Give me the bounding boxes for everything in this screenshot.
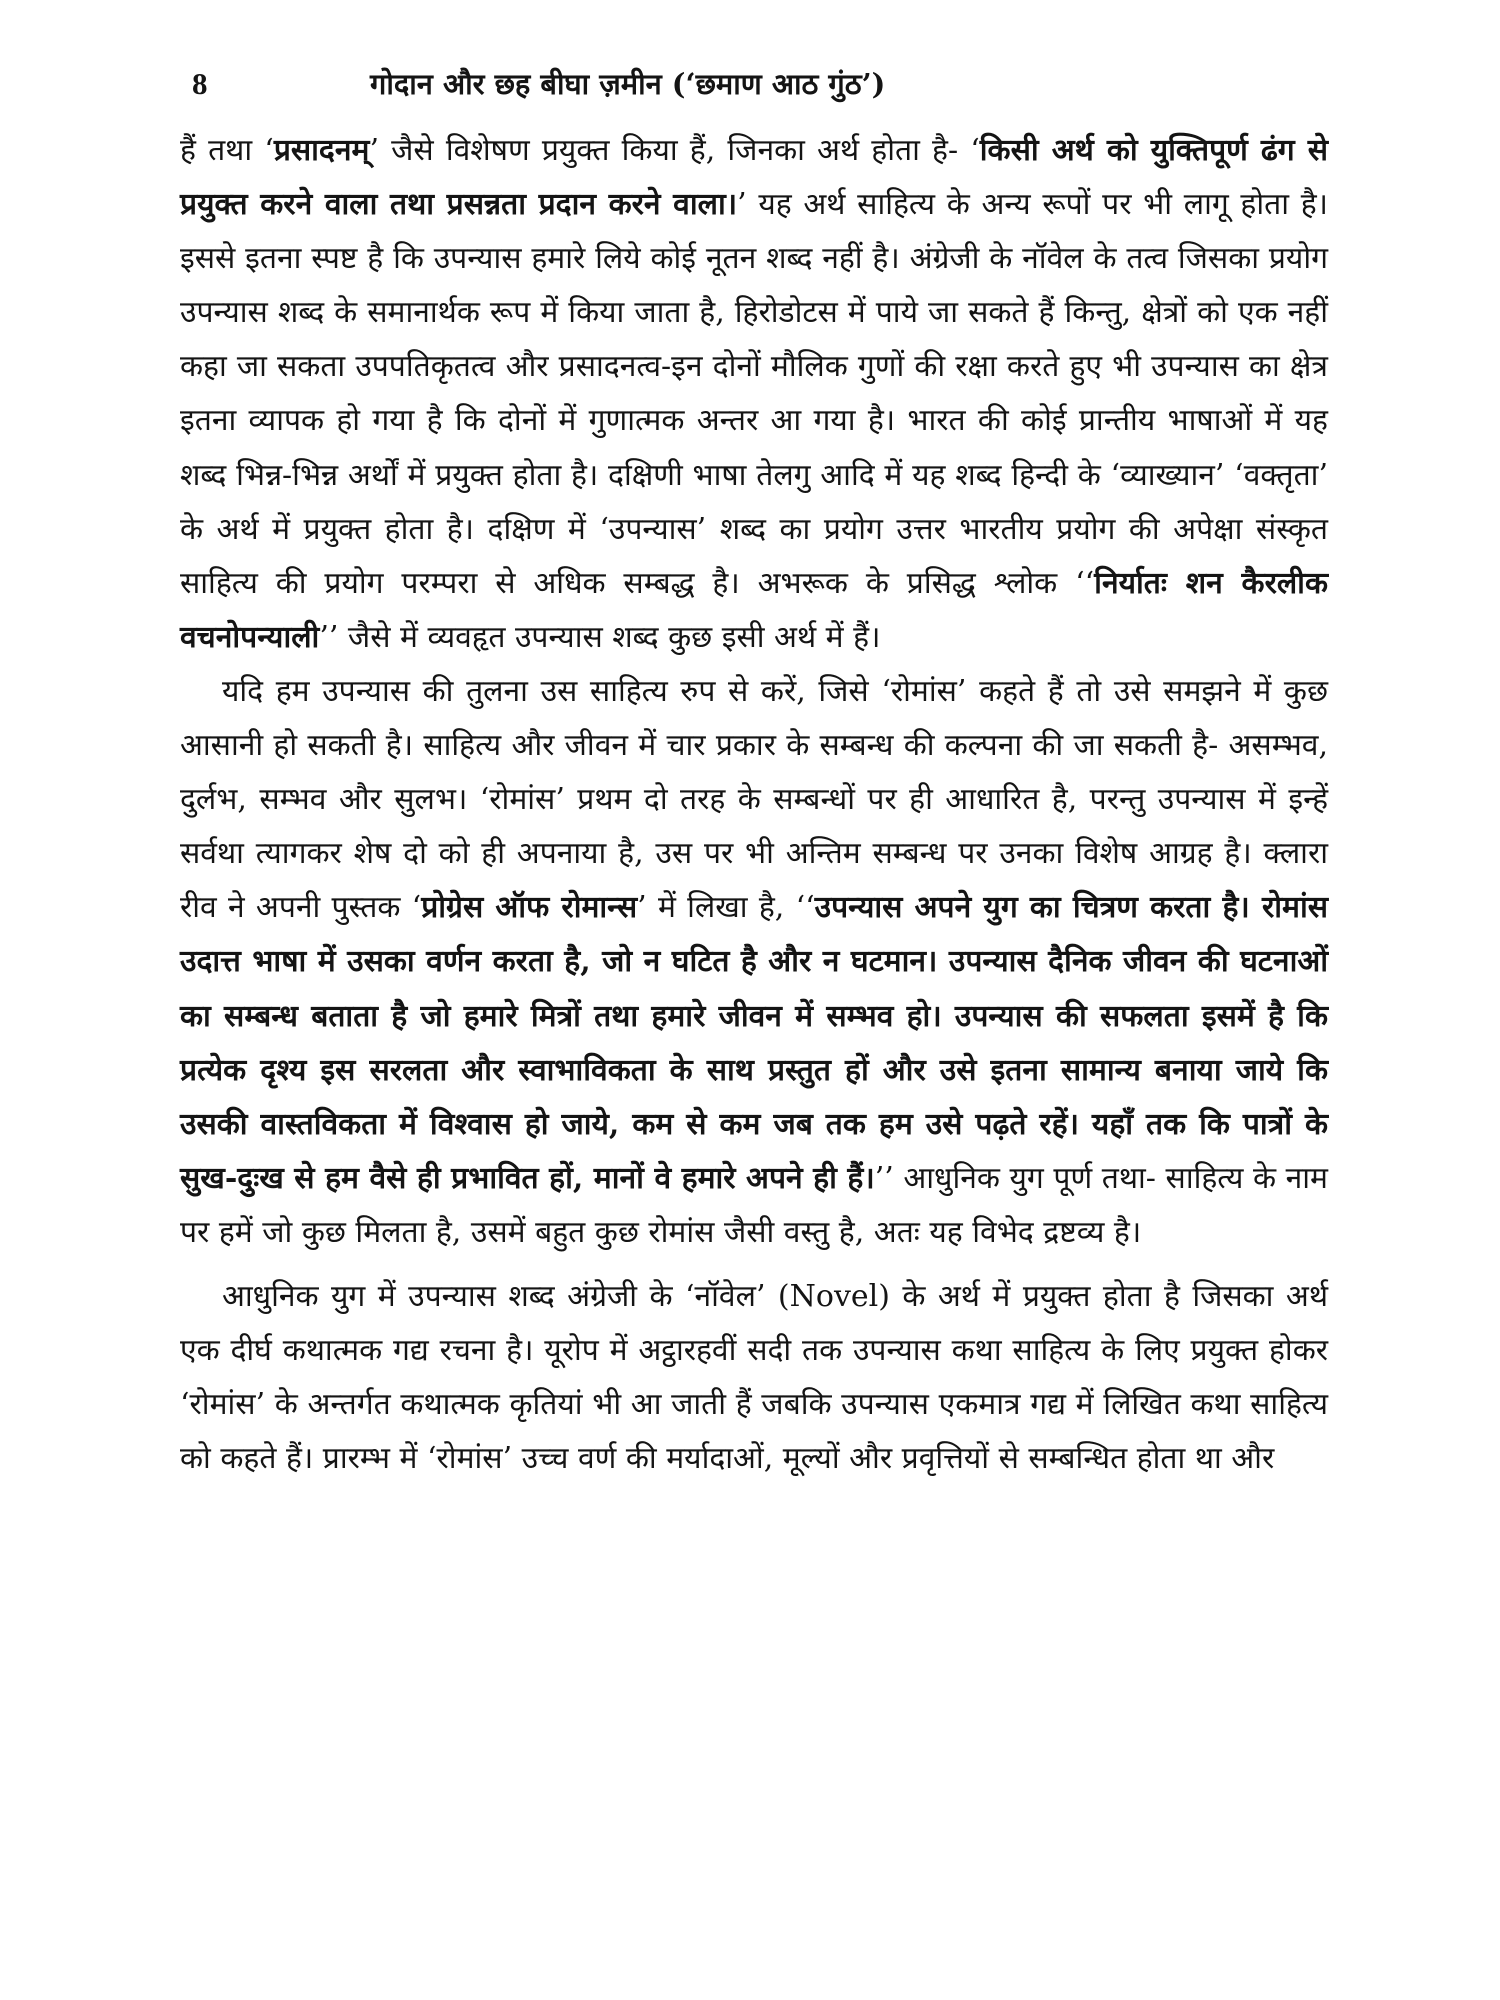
paragraph bbox=[180, 1270, 1328, 1486]
bold-quotation: उपन्यास अपने युग का चित्रण करता है। रोमांस उदात्त भाषा में उसका वर्णन करता है, जो न घटित है और न घटमान। उपन्यास दैनिक जीवन की घटनाओं का सम्बन्ध बताता है जो हमारे मित्रों तथा हमारे जीवन में सम्भव हो। उपन्यास की सफलता इसमें है कि प्रत्येक दृश्य इस सरलता और स्वाभाविकता के साथ प्रस्तुत हों और उसे इतना सामान्य बनाया जाये कि उसकी वास्तविकता में विश्वास हो जाये, कम से कम जब तक हम उसे पढ़ते रहें। यहाँ तक कि पात्रों के सुख-दुःख से हम वैसे ही प्रभावित हों, मानों वे हमारे अपने ही हैं। bbox=[180, 890, 1328, 1196]
paragraph bbox=[180, 665, 1328, 1260]
text-run: ’’ जैसे में व्यवहृत उपन्यास शब्द कुछ इसी अर्थ में हैं। bbox=[319, 619, 881, 655]
bold-book-title: प्रोग्रेस ऑफ रोमान्स bbox=[421, 890, 638, 926]
bold-term: प्रसादनम् bbox=[273, 133, 370, 168]
text-run: आधुनिक युग में उपन्यास शब्द अंग्रेजी के ‘नॉवेल’ (Novel) के अर्थ में प्रयुक्त होता है जिसका अर्थ एक दीर्घ कथात्मक गद्य रचना है। यूरोप में अट्ठारहवीं सदी तक उपन्यास कथा साहित्य के लिए प्रयुक्त होकर ‘रोमांस’ के अन्तर्गत कथात्मक कृतियां भी आ जाती हैं जबकि उपन्यास एकमात्र गद्य में लिखित कथा साहित्य को कहते हैं। प्रारम्भ में ‘रोमांस’ उच्च वर्ण की मर्यादाओं, मूल्यों और प्रवृत्तियों से सम्बन्धित होता था और bbox=[180, 1278, 1328, 1477]
text-run: ’ जैसे विशेषण प्रयुक्त किया हैं, जिनका अर्थ होता है- ‘ bbox=[369, 133, 980, 168]
bold-definition: किसी अर्थ को युक्तिपूर्ण ढंग से प्रयुक्त करने वाला तथा प्रसन्नता प्रदान करने वाला। bbox=[180, 133, 1328, 223]
text-run: यदि हम उपन्यास की तुलना उस साहित्य रुप से करें, जिसे ‘रोमांस’ कहते हैं तो उसे समझने में कुछ आसानी हो सकती है। साहित्य और जीवन में चार प्रकार के सम्बन्ध की कल्पना की जा सकती है- असम्भव, दुर्लभ, सम्भव और सुलभ। ‘रोमांस’ प्रथम दो तरह के सम्बन्धों पर ही आधारित है, परन्तु उपन्यास में इन्हें सर्वथा त्यागकर शेष दो को ही अपनाया है, उस पर भी अन्तिम सम्बन्ध पर उनका विशेष आग्रह है। क्लारा रीव ने अपनी पुस्तक ‘ bbox=[180, 673, 1328, 926]
text-run: ’ यह अर्थ साहित्य के अन्य रूपों पर भी लागू होता है। इससे इतना स्पष्ट है कि उपन्यास हमारे लिये कोई नूतन शब्द नहीं है। अंग्रेजी के नॉवेल के तत्व जिसका प्रयोग उपन्यास शब्द के समानार्थक रूप में किया जाता है, हिरोडोटस में पाये जा सकते हैं किन्तु, क्षेत्रों को एक नहीं कहा जा सकता उपपतिकृतत्व और प्रसादनत्व-इन दोनों मौलिक गुणों की रक्षा करते हुए भी उपन्यास का क्षेत्र इतना व्यापक हो गया है कि दोनों में गुणात्मक अन्तर आ गया है। भारत की कोई प्रान्तीय भाषाओं में यह शब्द भिन्न-भिन्न अर्थों में प्रयुक्त होता है। दक्षिणी भाषा तेलगु आदि में यह शब्द हिन्दी के ‘व्याख्यान’ ‘वक्तृता’ के अर्थ में प्रयुक्त होता है। दक्षिण में ‘उपन्यास’ शब्द का प्रयोग उत्तर भारतीय प्रयोग की अपेक्षा संस्कृत साहित्य की प्रयोग परम्परा से अधिक सम्बद्ध है। अभरूक के प्रसिद्ध श्लोक ‘‘ bbox=[180, 187, 1328, 601]
header-title: गोदान और छह बीघा ज़मीन (‘छमाण आठ गुंठ’) bbox=[370, 67, 886, 101]
text-run: हैं तथा ‘ bbox=[180, 133, 274, 168]
running-head bbox=[180, 58, 1328, 110]
paragraph bbox=[180, 124, 1328, 665]
page-number: 8 bbox=[192, 66, 208, 101]
bold-quotation: निर्यातः शन कैरलीक वचनोपन्याली bbox=[180, 565, 1328, 655]
text-run: ’’ आधुनिक युग पूर्ण तथा- साहित्य के नाम पर हमें जो कुछ मिलता है, उसमें बहुत कुछ रोमांस जैसी वस्तु है, अतः यह विभेद द्रष्टव्य है। bbox=[180, 1160, 1328, 1250]
text-run: ’ में लिखा है, ‘‘ bbox=[637, 890, 815, 926]
text-body bbox=[180, 124, 1328, 1486]
book-page bbox=[180, 58, 1328, 1988]
